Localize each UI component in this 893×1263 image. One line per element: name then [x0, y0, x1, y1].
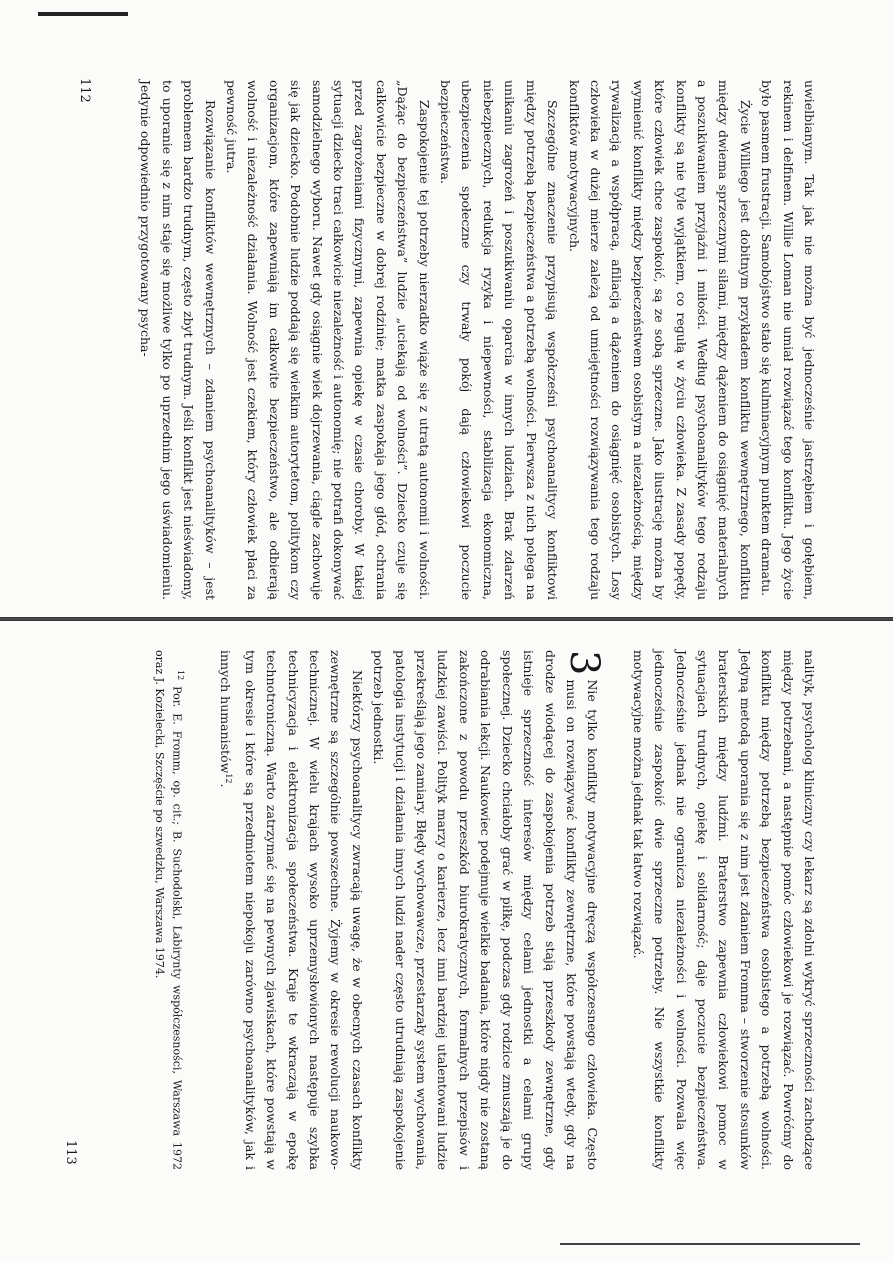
scan-edge-mark-bottom — [560, 1243, 860, 1245]
page-113-text — [151, 650, 820, 1170]
footnote: $^{12}$ Por. E. Fromm, op. cit.; B. Suchodolski, Labirynty współczesności, Warszawa 1972 oraz J. Kozielecki, Szczęście po szwedzku, Warszawa 1974. — [153, 650, 185, 1171]
page-112-text — [135, 80, 820, 600]
paragraph: uwielbianym. Tak jak nie można być jednocześnie jastrzębiem i gołębiem, rekinem i delfinem. Willie Loman nie umiał rozwiązać tego konfliktu. Jego życie było pasmem frustracji. Samobójstwo stało się kulminacyjnym punktem dramatu. — [759, 80, 817, 600]
paragraph: Rozwiązanie konfliktów wewnętrznych – zdaniem psychoanalityków – jest problemem bardzo trudnym, często zbyt trudnym. Jeśli konflikt jest nieświadomy, to uporanie się z nim staje się możliwe tylko po uprzednim jego uświadomieniu. Jedynie odpowiednio przygotowany psycha- — [138, 80, 218, 600]
paragraph: Życie Williego jest dobitnym przykładem konfliktu wewnętrznego, konfliktu między dwiema sprzecznymi siłami, między dążeniem do osiągnięć materialnych a poszukiwaniem przyjaźni i miłości. Według psychoanalityków tego rodzaju konflikty są nie tyle wyjątkiem, co regułą w życiu człowieka. Z zasady popędy, które człowiek chce zaspokoić, są ze sobą sprzeczne. Jako ilustrację można by wymienić konflikty między bezpieczeństwem osobistym a niezależnością, między rywalizacją a współpracą, afiliacją a dążeniem do osiągnięć osobistych. Losy człowieka w dużej mierze zależą od umiejętności rozwiązywania tego rodzaju konfliktów motywacyjnych. — [566, 80, 753, 600]
paragraph: nalityk, psycholog kliniczny czy lekarz są zdolni wykryć sprzeczności zachodzące między potrzebami, a następnie pomóc człowiekowi je rozwiązać. Powróćmy do konfliktu między potrzebą bezpieczeństwa osobistego a potrzebą wolności. Jedyną metodą uporania się z nim jest zdaniem Fromma – stworzenie stosunków braterskich między ludźmi. Braterstwo zapewnia człowiekowi pomoc w sytuacjach trudnych, opiekę i solidarność; daje poczucie bezpieczeństwa. Jednocześnie jednak nie ogranicza niezależności i wolności. Pozwala więc jednocześnie zaspokoić dwie sprzeczne potrzeby. Nie wszystkie konflikty motywacyjne można jednak tak łatwo rozwiązać. — [630, 650, 817, 1170]
scan-edge-mark-top — [38, 12, 128, 16]
footnote-ref: 12 — [224, 773, 234, 784]
page-number-112: 112 — [77, 78, 92, 103]
drop-cap: 3 — [561, 650, 608, 676]
page-113 — [100, 650, 820, 1170]
book-spine-fold — [0, 617, 893, 621]
section-paragraph: 3 Nie tylko konflikty motywacyjne dręczą współczesnego człowieka. Często musi on rozwiązywać konflikty zewnętrzne, które powstają wtedy, gdy na drodze wiodącej do zaspokojenia potrzeb stają przeszkody zewnętrzne, gdy istnieje sprzeczność interesów między celami jednostki a celami grupy społecznej. Dziecko chciałoby grać w piłkę, podczas gdy rodzice zmuszają je do odrabiania lekcji. Naukowiec podejmuje wielkie badania, które nigdy nie zostaną zakończone z powodu przeszkód biurokratycznych, formalnych przepisów i ludzkiej zawiści. Polityk marzy o karierze, lecz inni bardziej utalentowani ludzie przekreślają jego zamiary. Błędy wychowawcze, przestarzały system wychowania, patologia instytucji i działania innych ludzi nader często utrudniają zaspokojenie potrzeb jednostki. — [371, 650, 608, 1170]
section-paragraph: Niektórzy psychoanalitycy zwracają uwagę, że w obecnych czasach konflikty zewnętrzne są szczególnie powszechne. Żyjemy w okresie rewolucji naukowo-technicznej. W wielu krajach wysoko uprzemysłowionych następuje szybka technicyzacja i elektronizacja społeczeństwa. Kraje te wkraczają w epokę technotroniczną. Warto zatrzymać się na pewnych zjawiskach, które powstają w tym okresie i które są przedmiotem niepokoju zarówno psychoanalityków, jak i innych humanistów$^{12}$. — [218, 650, 365, 1170]
paragraph: Szczególne znaczenie przypisują współcześni psychoanalitycy konfliktowi między potrzebą bezpieczeństwa a potrzebą wolności. Pierwsza z nich polega na unikaniu zagrożeń i poszukiwaniu oparcia w innych ludziach. Brak zdarzeń niebezpiecznych, redukcja ryzyka i niepewności, stabilizacja ekonomiczna, ubezpieczenia społeczne czy trwały pokój dają człowiekowi poczucie bezpieczeństwa. — [438, 80, 561, 600]
page-112 — [100, 80, 820, 600]
page-number-113: 113 — [63, 1140, 78, 1165]
paragraph: Zaspokojenie tej potrzeby nierzadko wiąże się z utratą autonomii i wolności. „Dążąc do bezpieczeństwa” ludzie „uciekają od wolności”. Dziecko czuje się całkowicie bezpieczne w dobrej rodzinie; matka zaspokaja jego głód, ochrania przed zagrożeniami fizycznymi, zapewnia opiekę w czasie choroby. W takiej sytuacji dziecko traci całkowicie niezależność i autonomię; nie potrafi dokonywać samodzielnego wyboru. Nawet gdy osiągnie wiek dojrzewania, ciągle zachowuje się jak dziecko. Podobnie ludzie poddają się wielkim autorytetom, politykom czy organizacjom, które zapewniają im całkowite bezpieczeństwo, ale odbierają wolność i niezależność działania. Wolność jest czekiem, który człowiek płaci za pewność jutra. — [224, 80, 432, 600]
